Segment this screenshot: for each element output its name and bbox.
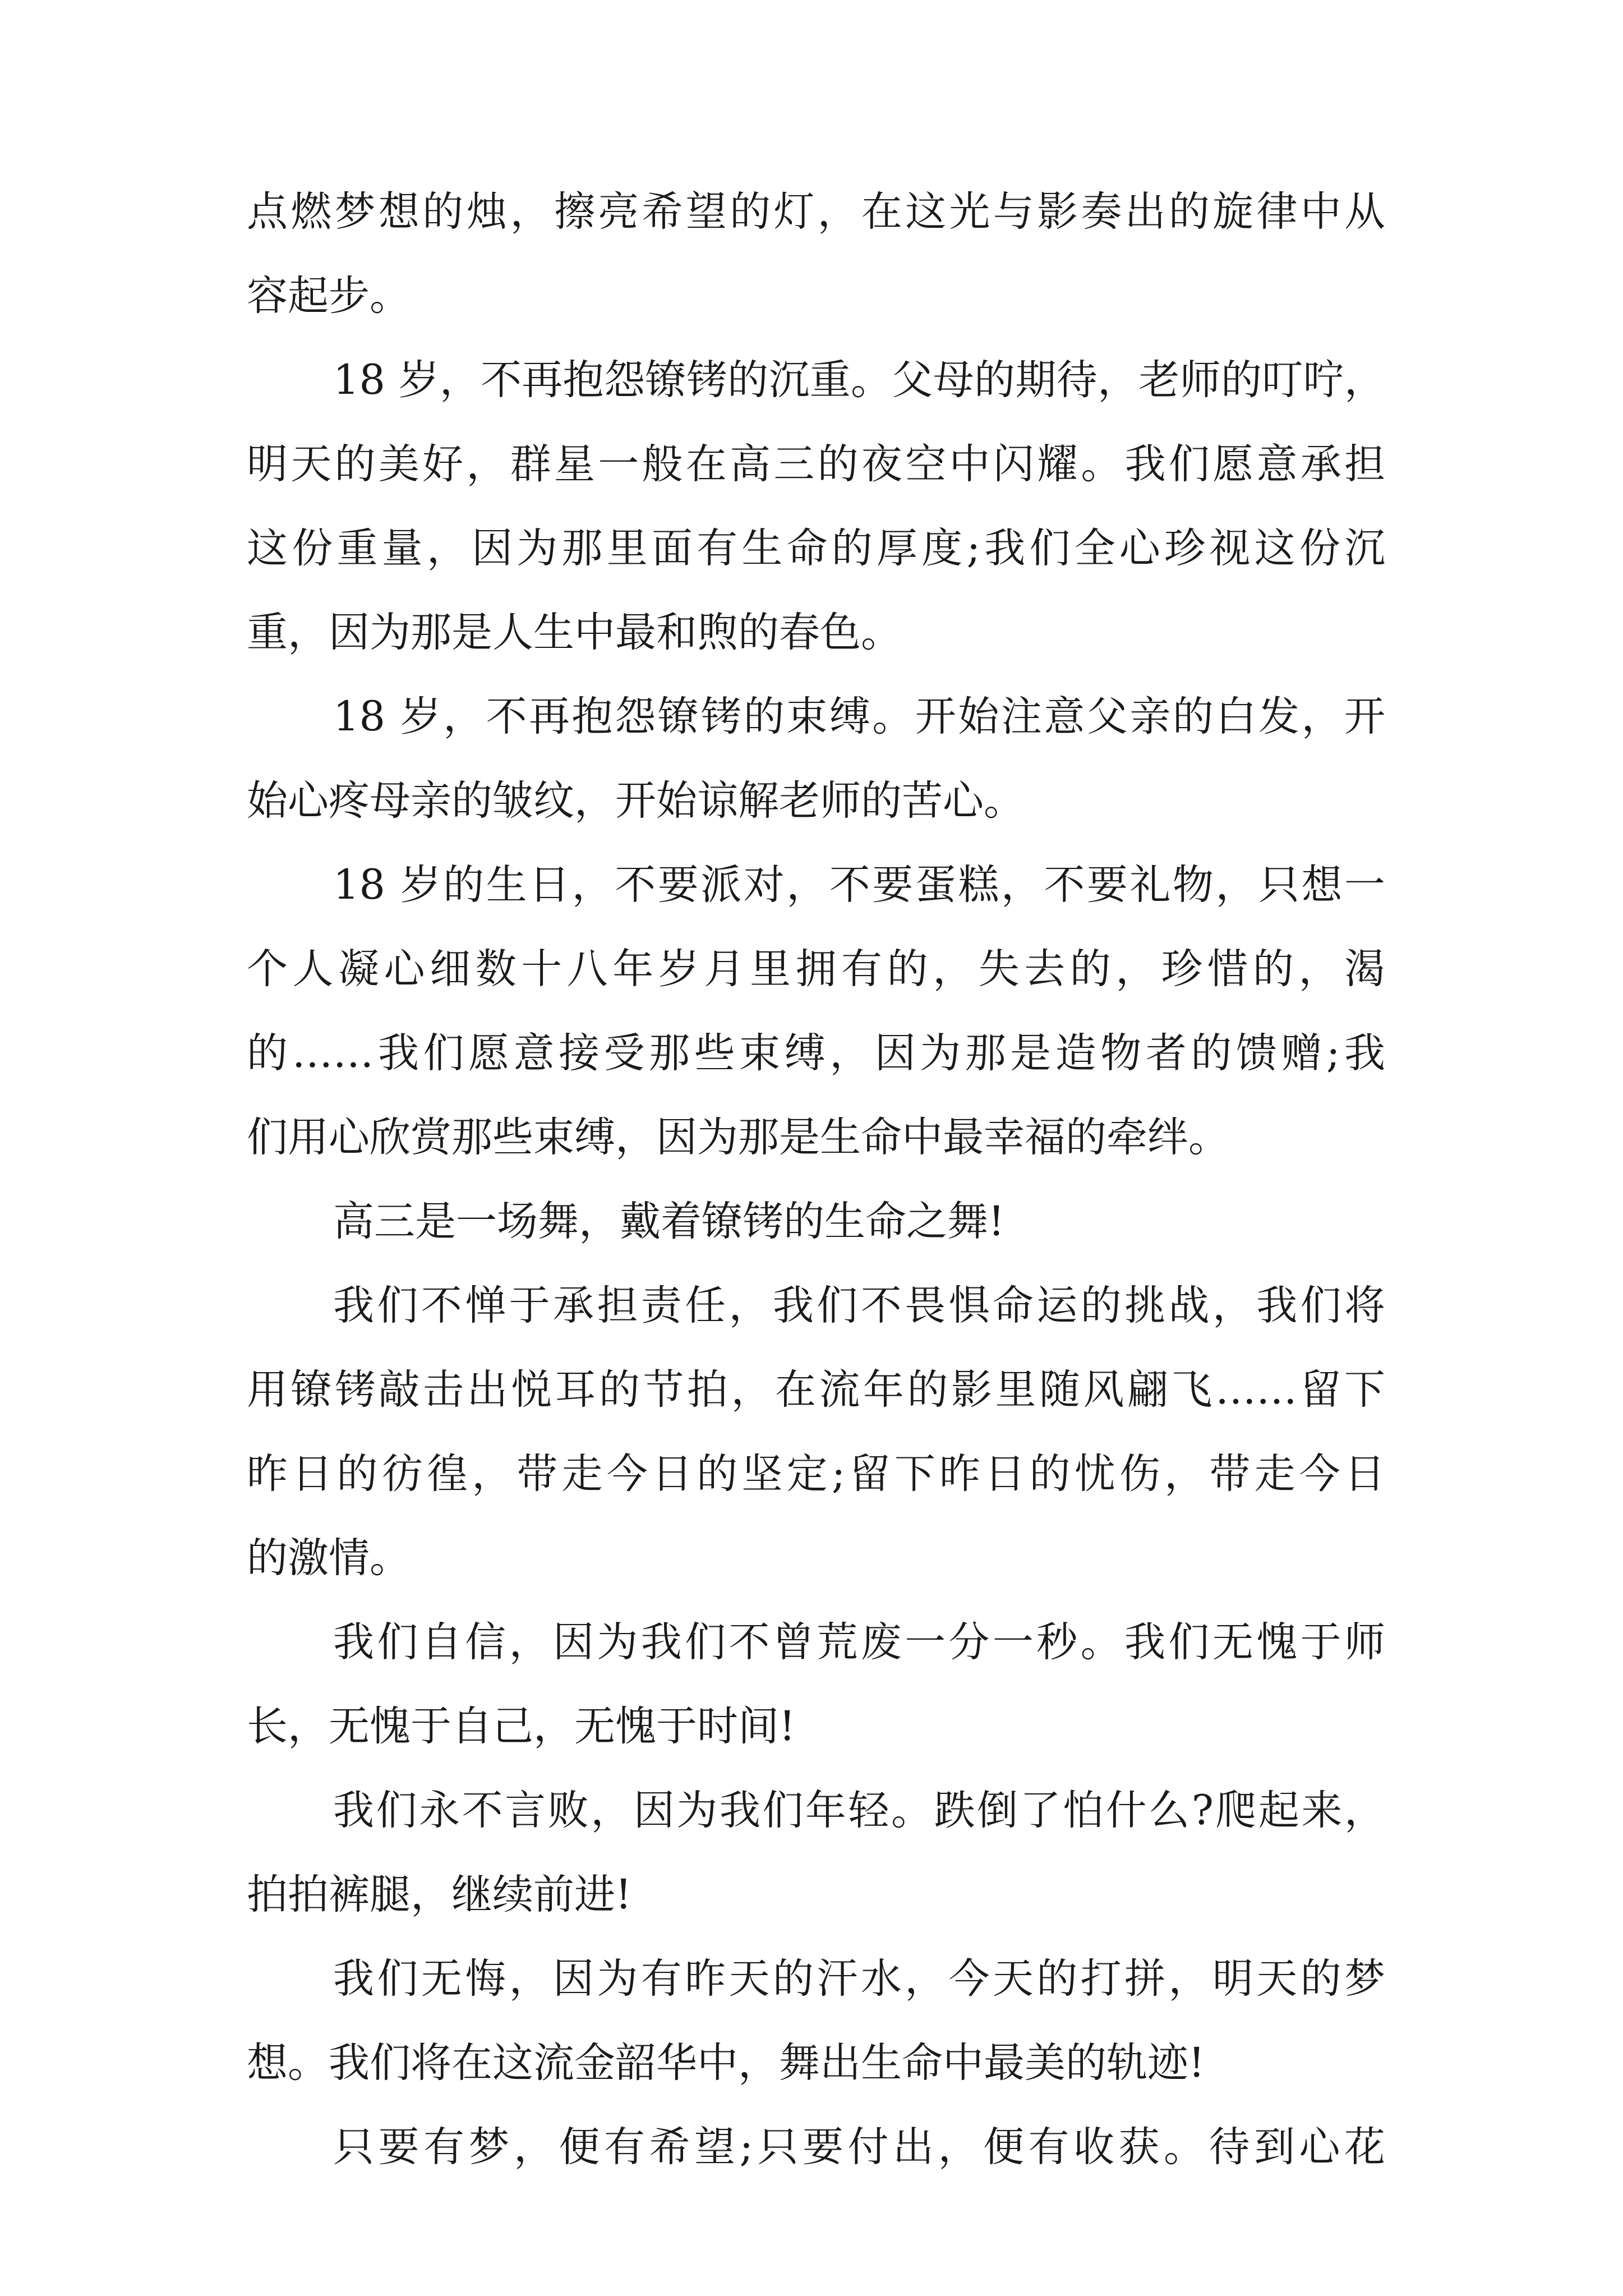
text-line: 的激情。 (247, 1534, 411, 1582)
text-line: 18 岁的生日，不要派对，不要蛋糕，不要礼物，只想一 (333, 861, 1385, 909)
text-line: 明天的美好，群星一般在高三的夜空中闪耀。我们愿意承担 (247, 440, 1385, 488)
text-line: 高三是一场舞，戴着镣铐的生命之舞! (333, 1198, 1005, 1245)
text-line: 只要有梦，便有希望;只要付出，便有收获。待到心花 (333, 2123, 1385, 2171)
text-line: 我们不惮于承担责任，我们不畏惧命运的挑战，我们将 (333, 1282, 1385, 1329)
text-line: 18 岁，不再抱怨镣铐的束缚。开始注意父亲的白发，开 (333, 693, 1385, 740)
text-line: 容起步。 (247, 272, 411, 320)
text-line: 昨日的彷徨，带走今日的坚定;留下昨日的忧伤，带走今日 (247, 1450, 1385, 1498)
text-line: 长，无愧于自己，无愧于时间! (247, 1703, 796, 1750)
text-line: 们用心欣赏那些束缚，因为那是生命中最幸福的牵绊。 (247, 1114, 1229, 1161)
text-line: 我们自信，因为我们不曾荒废一分一秒。我们无愧于师 (333, 1618, 1385, 1666)
text-line: 18 岁，不再抱怨镣铐的沉重。父母的期待，老师的叮咛， (333, 356, 1385, 404)
text-line: 这份重量，因为那里面有生命的厚度;我们全心珍视这份沉 (247, 524, 1385, 572)
document-body (247, 188, 1385, 2210)
text-line: 想。我们将在这流金韶华中，舞出生命中最美的轨迹! (247, 2039, 1205, 2087)
text-line: 用镣铐敲击出悦耳的节拍，在流年的影里随风翩飞……留下 (247, 1366, 1385, 1414)
text-line: 个人凝心细数十八年岁月里拥有的，失去的，珍惜的，渴 (247, 945, 1385, 993)
text-line: 我们无悔，因为有昨天的汗水，今天的打拼，明天的梦 (333, 1955, 1385, 2003)
text-line: 始心疼母亲的皱纹，开始谅解老师的苦心。 (247, 777, 1025, 825)
text-line: 拍拍裤腿，继续前进! (247, 1871, 632, 1918)
text-line: 的……我们愿意接受那些束缚，因为那是造物者的馈赠;我 (247, 1029, 1385, 1077)
text-line: 我们永不言败，因为我们年轻。跌倒了怕什么?爬起来， (333, 1787, 1385, 1834)
text-line: 重，因为那是人生中最和煦的春色。 (247, 609, 902, 656)
text-line: 点燃梦想的烛，擦亮希望的灯，在这光与影奏出的旋律中从 (247, 188, 1385, 236)
